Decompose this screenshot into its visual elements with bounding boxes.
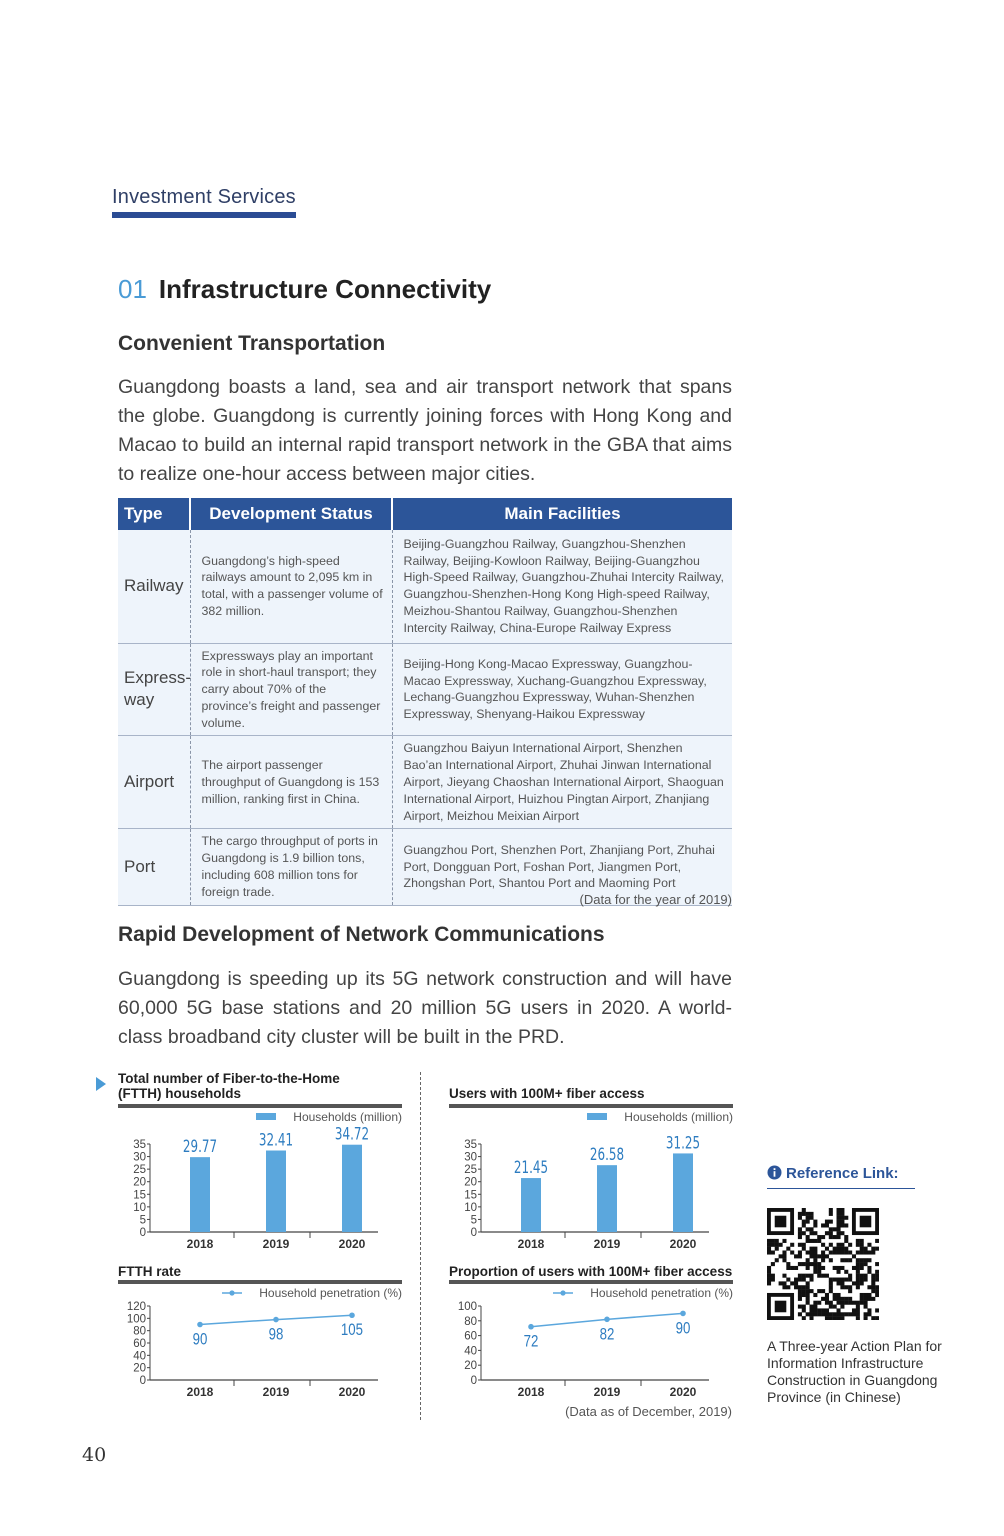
row-status: The cargo throughput of ports in Guangdong is 1.9 billion tons, including 608 million tons for foreign trade.: [190, 829, 392, 905]
legend-label: Households (million): [293, 1110, 402, 1124]
y-tick-label: 25: [464, 1164, 477, 1177]
chart-title-100m-users: Users with 100M+ fiber access: [449, 1086, 645, 1101]
y-tick-label: 5: [470, 1214, 477, 1227]
legend-marker: [229, 1290, 234, 1295]
table-row: [118, 736, 732, 829]
bar-value-label: 21.45: [513, 1157, 549, 1178]
row-facilities: Guangzhou Port, Shenzhen Port, Zhanjiang Port, Zhuhai Port, Dongguan Port, Foshan Port, Jiangmen Port, Zhongshan Port, Shantou Port and Maoming Port: [392, 829, 732, 905]
row-facilities: Beijing-Hong Kong-Macao Expressway, Guangzhou-Macao Expressway, Xuchang-Guangzhou Expressway, Lechang-Guangzhou Expressway, Wuhan-Shenzhen Expressway, Shenyang-Haikou Expressway: [392, 643, 732, 736]
y-tick-label: 25: [133, 1164, 146, 1177]
line-chart-100m-proportion: [449, 1280, 739, 1404]
legend-label: Household penetration (%): [590, 1286, 733, 1300]
x-tick-label: 2018: [186, 1385, 214, 1399]
chart-top-rule: [118, 1104, 402, 1108]
row-facilities: Guangzhou Baiyun International Airport, Shenzhen Bao’an International Airport, Zhuhai Jinwan International Airport, Jieyang Chaoshan International Airport, Shaoguan International Airport, Huizhou Pingtan Airport, Zhanjiang Airport, Meizhou Meixian Airport: [392, 736, 732, 829]
legend-label: Household penetration (%): [259, 1286, 402, 1300]
qr-code[interactable]: [767, 1208, 879, 1320]
data-point: [680, 1311, 686, 1317]
header-facilities: Main Facilities: [392, 498, 732, 530]
line-chart-ftth-rate: [118, 1280, 408, 1404]
data-point: [197, 1322, 203, 1328]
row-type: Airport: [118, 736, 190, 829]
data-point: [349, 1312, 355, 1318]
bar-value-label: 32.41: [258, 1129, 294, 1150]
table-row: [118, 643, 732, 736]
network-heading: Rapid Development of Network Communications: [118, 923, 605, 946]
data-point: [604, 1317, 610, 1323]
bar: [597, 1165, 617, 1232]
legend-marker: [560, 1290, 565, 1295]
x-tick-label: 2019: [262, 1385, 290, 1399]
y-tick-label: 35: [464, 1139, 477, 1151]
x-tick-label: 2020: [338, 1385, 366, 1399]
y-tick-label: 60: [133, 1338, 146, 1350]
y-tick-label: 10: [133, 1201, 146, 1214]
x-tick-label: 2019: [593, 1385, 621, 1399]
y-tick-label: 60: [464, 1330, 477, 1343]
y-tick-label: 80: [133, 1325, 146, 1338]
bar: [342, 1145, 362, 1232]
y-tick-label: 100: [457, 1301, 477, 1313]
table-note: (Data for the year of 2019): [579, 892, 732, 907]
y-tick-label: 35: [133, 1139, 146, 1151]
y-tick-label: 15: [464, 1189, 477, 1202]
table-row: [118, 530, 732, 643]
page-title: [118, 274, 491, 305]
x-tick-label: 2018: [517, 1237, 545, 1251]
y-tick-label: 5: [139, 1214, 146, 1227]
header-type: Type: [118, 498, 190, 530]
row-status: Guangdong’s high-speed railways amount to 2,095 km in total, with a passenger volume of 382 million.: [190, 530, 392, 643]
chart-title-ftth-households: Total number of Fiber-to-the-Home (FTTH) households: [118, 1071, 340, 1101]
transport-paragraph: Guangdong boasts a land, sea and air transport network that spans the globe. Guangdong is currently joining forces with Hong Kong and Macao to build an internal rapid transport network in the GBA that aims to realize one-hour access between major cities.: [118, 376, 732, 485]
y-tick-label: 10: [464, 1201, 477, 1214]
y-tick-label: 30: [133, 1151, 146, 1164]
x-tick-label: 2020: [669, 1385, 697, 1399]
section-title: Infrastructure Connectivity: [158, 274, 492, 304]
point-value-label: 72: [523, 1332, 539, 1352]
page-number: 40: [82, 1444, 107, 1466]
y-tick-label: 0: [470, 1375, 477, 1387]
y-tick-label: 20: [464, 1360, 477, 1373]
y-tick-label: 0: [139, 1375, 146, 1387]
bar: [521, 1178, 541, 1232]
x-tick-label: 2020: [669, 1237, 697, 1251]
x-tick-label: 2019: [262, 1237, 290, 1251]
y-tick-label: 40: [464, 1345, 477, 1358]
section-number: 01: [118, 274, 147, 304]
bar: [266, 1151, 286, 1232]
chart-top-rule: [449, 1280, 733, 1284]
row-type: Railway: [118, 530, 190, 643]
chart-title-ftth-rate: FTTH rate: [118, 1264, 182, 1279]
y-tick-label: 20: [133, 1362, 146, 1375]
chart-divider: [420, 1072, 421, 1420]
point-value-label: 90: [675, 1318, 691, 1338]
bar: [190, 1157, 210, 1232]
transport-heading: Convenient Transportation: [118, 332, 386, 355]
row-status: Expressways play an important role in short-haul transport; they carry about 70% of the province’s freight and passenger volume.: [190, 643, 392, 736]
y-tick-label: 120: [126, 1301, 146, 1313]
row-type: Port: [118, 829, 190, 905]
legend-label: Households (million): [624, 1110, 733, 1124]
legend-swatch: [256, 1113, 276, 1120]
y-tick-label: 20: [133, 1176, 146, 1189]
section-label: Investment Services: [112, 186, 296, 208]
network-paragraph: Guangdong is speeding up its 5G network construction and will have 60,000 5G base stations and 20 million 5G users in 2020. A world-class broadband city cluster will be built in the PRD.: [118, 968, 732, 1048]
reference-link-label: [767, 1165, 899, 1182]
row-facilities: Beijing-Guangzhou Railway, Guangzhou-Shenzhen Railway, Beijing-Kowloon Railway, Beijing-Guangzhou High-Speed Railway, Guangzhou-Zhuhai Intercity Railway, Guangzhou-Shenzhen-Hong Kong High-speed Railway, Meizhou-Shantou Railway, Guangzhou-Shenzhen Intercity Railway, China-Europe Railway Express: [392, 530, 732, 643]
y-tick-label: 0: [139, 1227, 146, 1239]
point-value-label: 98: [268, 1325, 284, 1345]
y-tick-label: 20: [464, 1176, 477, 1189]
data-point: [273, 1317, 279, 1323]
data-point: [528, 1324, 534, 1330]
y-tick-label: 15: [133, 1189, 146, 1202]
transport-table: [118, 498, 732, 906]
row-type: Express-way: [118, 643, 190, 736]
bar: [673, 1153, 693, 1232]
table-header-row: [118, 498, 732, 530]
chart-note: (Data as of December, 2019): [565, 1404, 732, 1419]
bar-value-label: 34.72: [334, 1124, 370, 1145]
bar-value-label: 26.58: [589, 1144, 625, 1165]
header-status: Development Status: [190, 498, 392, 530]
info-icon: [767, 1165, 782, 1180]
x-tick-label: 2018: [186, 1237, 214, 1251]
x-tick-label: 2019: [593, 1237, 621, 1251]
bar-chart-ftth-households: [118, 1104, 408, 1256]
y-tick-label: 30: [464, 1151, 477, 1164]
reference-link-text: Reference Link:: [786, 1165, 899, 1182]
bar-chart-100m-users: [449, 1104, 739, 1256]
point-value-label: 90: [192, 1330, 208, 1349]
x-tick-label: 2018: [517, 1385, 545, 1399]
chart-top-rule: [118, 1280, 402, 1284]
row-status: The airport passenger throughput of Guangdong is 153 million, ranking first in China.: [190, 736, 392, 829]
chart-title-100m-proportion: Proportion of users with 100M+ fiber access: [449, 1264, 733, 1279]
y-tick-label: 100: [126, 1313, 146, 1326]
section-underline: [112, 212, 296, 218]
point-value-label: 105: [340, 1320, 364, 1340]
bar-value-label: 31.25: [665, 1132, 701, 1153]
triangle-marker-icon: [95, 1076, 107, 1092]
point-value-label: 82: [599, 1324, 615, 1344]
y-tick-label: 0: [470, 1227, 477, 1239]
legend-swatch: [587, 1113, 607, 1120]
qr-caption: A Three-year Action Plan for Information Infrastructure Construction in Guangdong Province (in Chinese): [767, 1338, 942, 1405]
bar-value-label: 29.77: [182, 1136, 218, 1157]
y-tick-label: 80: [464, 1315, 477, 1328]
chart-top-rule: [449, 1104, 733, 1108]
x-tick-label: 2020: [338, 1237, 366, 1251]
reference-underline: [767, 1188, 915, 1189]
y-tick-label: 40: [133, 1350, 146, 1363]
